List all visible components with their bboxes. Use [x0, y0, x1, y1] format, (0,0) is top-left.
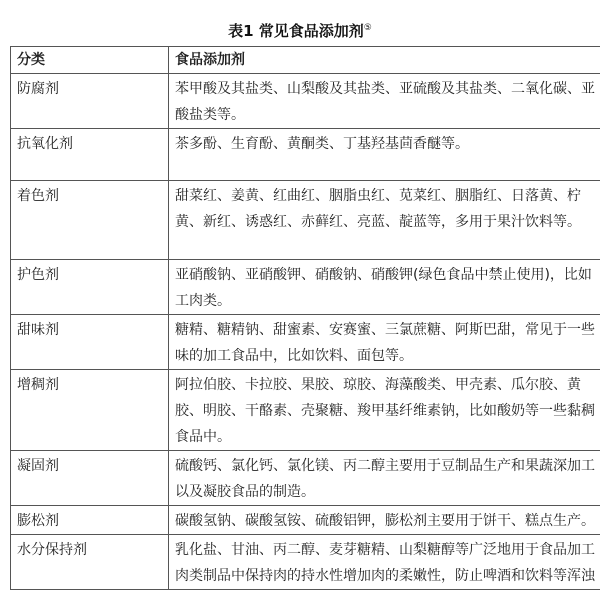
row-category: 增稠剂: [11, 370, 169, 451]
text-line: 糖精、糖精钠、甜蜜素、安赛蜜、三氯蔗糖、阿斯巴甜，常见于一些: [175, 322, 595, 338]
table-row: [11, 506, 600, 535]
table-row: [11, 129, 600, 181]
text-line: 食品中。: [175, 429, 231, 445]
text-line: 肉类制品中保持肉的持水性增加肉的柔嫩性，防止啤酒和饮料等浑浊: [175, 568, 595, 584]
text-line: 甜菜红、姜黄、红曲红、胭脂虫红、苋菜红、胭脂红、日落黄、柠: [175, 188, 581, 204]
row-category: 甜味剂: [11, 315, 169, 370]
table-row: [11, 370, 600, 451]
row-additives: [169, 315, 600, 370]
text-line: 阿拉伯胶、卡拉胶、果胶、琼胶、海藻酸类、甲壳素、瓜尔胶、黄: [175, 377, 581, 393]
table-title-text: 表1 常见食品添加剂: [228, 22, 364, 40]
text-line: 硫酸钙、氯化钙、氯化镁、丙二醇主要用于豆制品生产和果蔬深加工: [175, 458, 595, 474]
table-row: [11, 451, 600, 506]
row-category: 着色剂: [11, 181, 169, 260]
row-additives: [169, 74, 600, 129]
table-row: [11, 535, 600, 590]
table-row: [11, 260, 600, 315]
food-additives-table: [10, 46, 600, 590]
row-category: 水分保持剂: [11, 535, 169, 590]
header-category: 分类: [11, 47, 169, 74]
row-additives: [169, 260, 600, 315]
row-category: 防腐剂: [11, 74, 169, 129]
table-row: [11, 315, 600, 370]
row-additives: [169, 535, 600, 590]
text-line: 以及凝胶食品的制造。: [175, 484, 315, 500]
row-category: 抗氧化剂: [11, 129, 169, 181]
header-additives: 食品添加剂: [169, 47, 600, 74]
row-category: 膨松剂: [11, 506, 169, 535]
text-line: 胶、明胶、干酪素、壳聚糖、羧甲基纤维素钠，比如酸奶等一些黏稠: [175, 403, 595, 419]
text-line: 黄、新红、诱惑红、赤藓红、亮蓝、靛蓝等，多用于果汁饮料等。: [175, 214, 581, 230]
row-category: 护色剂: [11, 260, 169, 315]
row-additives: [169, 370, 600, 451]
text-line: 工肉类。: [175, 293, 231, 309]
row-additives: [169, 506, 600, 535]
footnote-mark: ⑤: [363, 23, 372, 33]
table-header-row: [11, 47, 600, 74]
text-line: 酸盐类等。: [175, 107, 245, 123]
text-line: 乳化盐、甘油、丙二醇、麦芽糖精、山梨糖醇等广泛地用于食品加工: [175, 542, 595, 558]
text-line: 茶多酚、生育酚、黄酮类、丁基羟基茴香醚等。: [175, 136, 469, 152]
text-line: 亚硝酸钠、亚硝酸钾、硝酸钠、硝酸钾(绿色食品中禁止使用)，比如: [175, 267, 592, 283]
table-row: [11, 74, 600, 129]
table-row: [11, 181, 600, 260]
text-line: 苯甲酸及其盐类、山梨酸及其盐类、亚硫酸及其盐类、二氧化碳、亚: [175, 81, 595, 97]
row-additives: [169, 451, 600, 506]
text-line: 味的加工食品中，比如饮料、面包等。: [175, 348, 413, 364]
text-line: 碳酸氢钠、碳酸氢铵、硫酸铝钾，膨松剂主要用于饼干、糕点生产。: [175, 513, 595, 529]
table-title: [0, 20, 600, 41]
row-category: 凝固剂: [11, 451, 169, 506]
row-additives: [169, 129, 600, 181]
row-additives: [169, 181, 600, 260]
